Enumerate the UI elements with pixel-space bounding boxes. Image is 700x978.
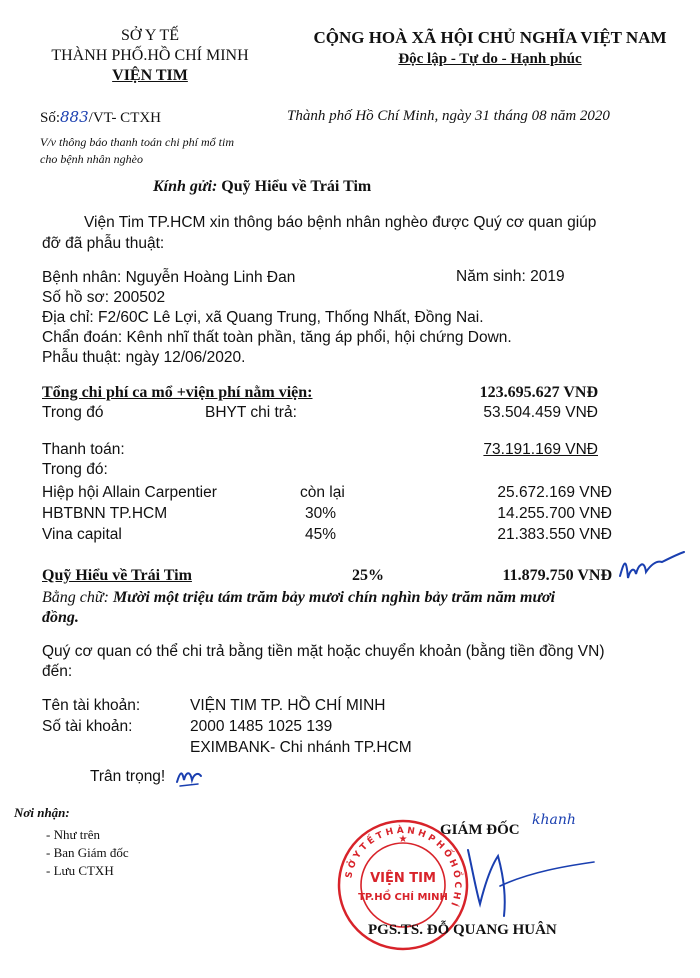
table-row: [42, 526, 122, 544]
patient-birth-year: Năm sinh: 2019: [456, 268, 565, 285]
amount-in-words: [42, 588, 555, 628]
account-number-label: Số tài khoản:: [42, 718, 133, 735]
seal-ring-text: S Ở Y T Ế T H À N H P H Ố H Ồ C H Í: [344, 825, 463, 908]
bank-name: EXIMBANK- Chi nhánh TP.HCM: [190, 739, 412, 756]
seal-center-line-1: VIỆN TIM: [370, 871, 436, 886]
patient-address: Địa chỉ: F2/60C Lê Lợi, xã Quang Trung, Thống Nhất, Đồng Nai.: [42, 309, 484, 326]
in-which-label: Trong đó: [42, 404, 104, 421]
payment-label: Thanh toán:: [42, 441, 125, 458]
greeting: [153, 178, 371, 196]
patient-diagnosis: Chẩn đoán: Kênh nhĩ thất toàn phần, tăng áp phổi, hội chứng Down.: [42, 329, 512, 346]
total-cost-value: 123.695.627 VNĐ: [479, 384, 598, 401]
account-name-label: Tên tài khoản:: [42, 697, 141, 714]
in-words-label: Bằng chữ:: [42, 589, 109, 606]
recipient-item: - Lưu CTXH: [46, 863, 114, 878]
contributor-share: còn lại: [300, 484, 345, 501]
patient-block: [42, 268, 512, 368]
in-which-label-2: Trong đó:: [42, 461, 108, 478]
intro-line-1: Viện Tim TP.HCM xin thông báo bệnh nhân nghèo được Quý cơ quan giúp: [84, 214, 597, 231]
national-title: CỘNG HOÀ XÃ HỘI CHỦ NGHĨA VIỆT NAM: [313, 28, 667, 47]
contributor-amount: 14.255.700 VNĐ: [497, 505, 612, 522]
patient-name: Bệnh nhân: Nguyễn Hoàng Linh Đan: [42, 269, 296, 286]
contributor-share: 30%: [305, 505, 337, 522]
reference-prefix: Số:: [40, 110, 61, 126]
header-ministry: SỞ Y TẾ: [120, 27, 180, 44]
in-words-line-2: đồng.: [42, 609, 79, 626]
place-date: Thành phố Hồ Chí Minh, ngày 31 tháng 08 năm 2020: [287, 108, 610, 124]
greeting-recipient: Quỹ Hiểu về Trái Tim: [221, 178, 372, 195]
fund-amount: 11.879.750 VNĐ: [502, 567, 612, 584]
recipient-item: - Ban Giám đốc: [46, 845, 129, 860]
patient-surgery-date: Phẫu thuật: ngày 12/06/2020.: [42, 349, 246, 366]
header-institute: VIỆN TIM: [112, 67, 188, 84]
signature-handwritten-initials: khanh: [532, 812, 576, 828]
fund-share: 25%: [352, 567, 384, 584]
contributor-name: Vina capital: [42, 526, 122, 543]
patient-file-number: Số hồ sơ: 200502: [42, 289, 166, 306]
contributor-name: HBTBNN TP.HCM: [42, 505, 168, 522]
in-words-line-1: Mười một triệu tám trăm bảy mươi chín nghìn bảy trăm năm mươi: [112, 589, 556, 606]
subject-line-1: V/v thông báo thanh toán chi phí mổ tim: [40, 135, 234, 149]
header-left: [40, 26, 260, 86]
subject: [40, 134, 234, 168]
bank-labels: [42, 695, 140, 737]
handwritten-mark-icon: [174, 764, 204, 790]
handwritten-initial-mark: [616, 548, 688, 588]
seal-star-icon: ★: [398, 834, 408, 845]
header-city: THÀNH PHỐ.HỒ CHÍ MINH: [51, 47, 249, 64]
reference-handwritten-number: 883: [60, 108, 89, 126]
account-number: 2000 1485 1025 139: [190, 718, 333, 735]
signer-name: PGS.TS. ĐỖ QUANG HUÂN: [368, 922, 557, 938]
payment-note-line-1: Quý cơ quan có thể chi trả bằng tiền mặt hoặc chuyển khoản (bằng tiền đồng VN): [42, 643, 605, 660]
bhyt-value: 53.504.459 VNĐ: [483, 404, 598, 421]
intro-line-2: đỡ đã phẫu thuật:: [42, 235, 165, 252]
header-right: [300, 27, 680, 69]
payment-value: 73.191.169 VNĐ: [483, 441, 598, 458]
bhyt-label: BHYT chi trả:: [205, 404, 297, 421]
payment-note-line-2: đến:: [42, 663, 73, 680]
contributor-share: 45%: [305, 526, 337, 543]
seal-center-line-2: TP.HỒ CHÍ MINH: [358, 892, 448, 903]
fund-name: Quỹ Hiểu về Trái Tim: [42, 567, 192, 584]
total-cost-label: Tổng chi phí ca mổ +viện phí nằm viện:: [42, 384, 313, 401]
intro-paragraph: [42, 212, 596, 254]
closing: Trân trọng!: [90, 768, 166, 785]
contributor-name: Hiệp hội Allain Carpentier: [42, 484, 217, 501]
reference-number: [40, 108, 161, 127]
account-name: VIỆN TIM TP. HỒ CHÍ MINH: [190, 697, 386, 714]
subject-line-2: cho bệnh nhân nghèo: [40, 152, 143, 166]
signature-title: GIÁM ĐỐC: [440, 822, 520, 838]
payment-note: [42, 642, 605, 682]
recipients: [14, 804, 129, 880]
contributor-amount: 25.672.169 VNĐ: [497, 484, 612, 501]
bank-values: [190, 695, 412, 758]
recipients-title: Nơi nhận:: [14, 805, 70, 820]
national-motto: Độc lập - Tự do - Hạnh phúc: [398, 51, 582, 67]
recipient-item: - Như trên: [46, 827, 100, 842]
greeting-label: Kính gửi:: [153, 178, 218, 195]
table-row: [42, 505, 167, 523]
table-row: [42, 484, 217, 502]
reference-suffix: /VT- CTXH: [88, 110, 162, 126]
contributor-amount: 21.383.550 VNĐ: [497, 526, 612, 543]
